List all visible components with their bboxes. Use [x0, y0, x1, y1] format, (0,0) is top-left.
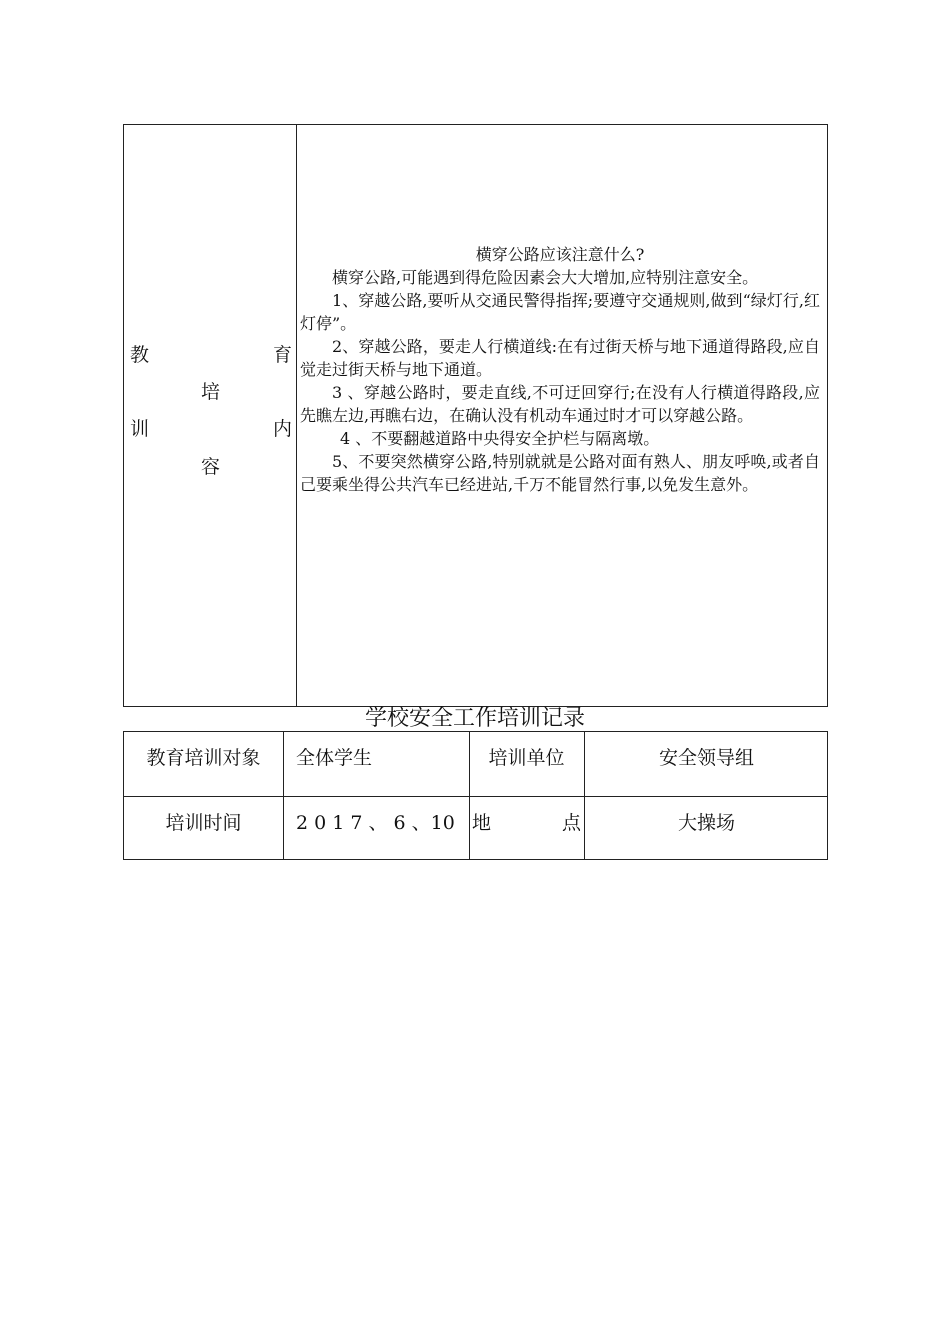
- location-value: 大操场: [677, 812, 735, 834]
- time-label: 培训时间: [165, 812, 242, 834]
- row-divider: [124, 796, 827, 797]
- content-paragraph: 横穿公路,可能遇到得危险因素会大大增加,应特别注意安全。: [332, 268, 759, 287]
- unit-value: 安全领导组: [658, 747, 754, 769]
- content-paragraph: 5、不要突然横穿公路,特别就就是公路对面有熟人、朋友呼唤,或者自己要乘坐得公共汽车已经进站,千万不能冒然行事,以免发生意外。: [300, 452, 820, 494]
- label-char-1: 教: [130, 344, 150, 366]
- label-char-5: 内: [273, 418, 293, 440]
- time-value: 2 0 1 7 、 6 、10: [296, 812, 455, 834]
- content-paragraph: 4 、不要翻越道路中央得安全护栏与隔离墩。: [340, 429, 660, 448]
- training-content-table: [123, 124, 828, 707]
- training-content: [300, 243, 820, 496]
- location-label-part-1: 地: [472, 812, 492, 834]
- label-char-3: 培: [201, 381, 221, 403]
- content-paragraph: 2、穿越公路，要走人行横道线:在有过街天桥与地下通道得路段,应自觉走过街天桥与地下通道。: [300, 337, 820, 379]
- location-label-part-2: 点: [562, 812, 582, 834]
- training-record-table: [123, 731, 828, 860]
- target-value: 全体学生: [296, 747, 373, 769]
- label-char-6: 容: [201, 456, 221, 478]
- column-divider: [296, 125, 297, 706]
- label-char-4: 训: [130, 418, 150, 440]
- unit-label: 培训单位: [488, 747, 565, 769]
- label-char-2: 育: [273, 344, 293, 366]
- target-label: 教育培训对象: [146, 747, 261, 769]
- content-paragraph: 3 、穿越公路时，要走直线,不可迂回穿行;在没有人行横道得路段,应先瞧左边,再瞧右边，在确认没有机动车通过时才可以穿越公路。: [300, 383, 820, 425]
- content-paragraph: 1、穿越公路,要听从交通民警得指挥;要遵守交通规则,做到“绿灯行,红灯停”。: [300, 291, 820, 333]
- content-title: 横穿公路应该注意什么?: [475, 245, 645, 264]
- record-title: 学校安全工作培训记录: [364, 706, 585, 731]
